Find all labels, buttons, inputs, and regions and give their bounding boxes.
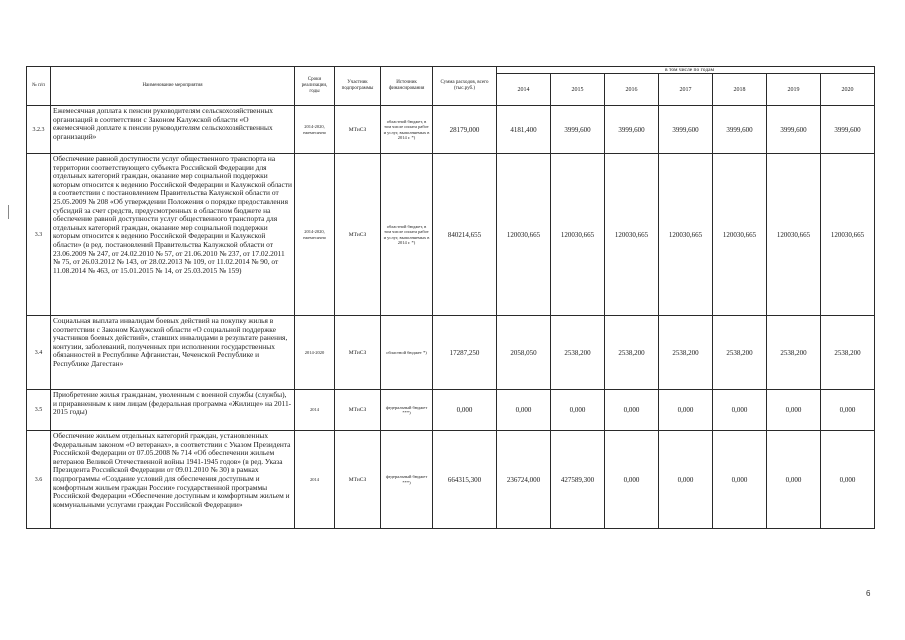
table-row: [27, 390, 875, 431]
row-name: Приобретение жилья гражданам, уволенным с военной службы (службы), и приравненным к ним лицам (федеральная программа «Жилище» на 2011-2015 годы): [51, 390, 295, 431]
row-participant: МТиСЗ: [335, 316, 381, 390]
row-name: Социальная выплата инвалидам боевых действий на покупку жилья в соответствии с Законом Калужской области «О социальной поддержке участников боевых действий», ставших инвалидами в результате ранения, контузии, заболеваний, полученных при исполнении государственных обязанностей в Республике Афганистан, Чеченской Республике и Республике Дагестан»: [51, 316, 295, 390]
row-year-value: 0,000: [821, 390, 875, 431]
row-year-value: 2538,200: [551, 316, 605, 390]
row-year-value: 0,000: [551, 390, 605, 431]
header-participant: Участник подпрограммы: [335, 67, 381, 106]
row-num: 3.6: [27, 431, 51, 529]
row-year-value: 3999,600: [713, 106, 767, 154]
row-num: 3.3: [27, 154, 51, 316]
header-year: 2018: [713, 74, 767, 106]
row-num: 3.5: [27, 390, 51, 431]
page-number: 6: [866, 589, 871, 598]
row-period: 2014-2020, ежемесячно: [295, 106, 335, 154]
row-year-value: 3999,600: [767, 106, 821, 154]
row-name: Обеспечение жильем отдельных категорий граждан, установленных Федеральным законом «О ветеранах», в соответствии с Указом Президента Российской Федерации от 07.05.2008 № 714 «Об обеспечении жильем ветеранов Великой Отечественной войны 1941-1945 годов» (в ред. Указа Президента Российской Федерации от 09.01.2010 № 30) в рамках подпрограммы «Создание условий для обеспечения доступным и комфортным жильем граждан России» государственной программы Российской Федерации «Обеспечение доступным и комфортным жильем и коммунальными услугами граждан Российской Федерации»: [51, 431, 295, 529]
row-num: 3.2.3: [27, 106, 51, 154]
row-name: Обеспечение равной доступности услуг общественного транспорта на территории соответствующего субъекта Российской Федерации для отдельных категорий граждан, оказание мер социальной поддержки которым относится к ведению Российской Федерации и Калужской области в соответствии с постановлением Правительства Калужской области от 25.05.2009 № 208 «Об утверждении Положения о порядке предоставления субсидий за счет средств, предусмотренных в областном бюджете на обеспечение равной доступности услуг общественного транспорта для отдельных категорий граждан, оказание мер социальной поддержки которым относится к ведению Российской Федерации и Калужской области» (в ред. постановлений Правительства Калужской области от 23.06.2009 № 247, от 24.02.2010 № 57, от 21.06.2010 № 237, от 17.02.2011 № 75, от 26.03.2012 № 143, от 28.02.2013 № 109, от 11.02.2014 № 90, от 11.08.2014 № 463, от 15.01.2015 № 14, от 25.03.2015 № 159): [51, 154, 295, 316]
row-year-value: 120030,665: [713, 154, 767, 316]
row-year-value: 4181,400: [497, 106, 551, 154]
header-year: 2015: [551, 74, 605, 106]
row-year-value: 2538,200: [821, 316, 875, 390]
header-total: Сумма расходов, всего (тыс.руб.): [433, 67, 497, 106]
scan-margin-mark: [8, 205, 9, 219]
row-year-value: 3999,600: [659, 106, 713, 154]
row-year-value: 120030,665: [767, 154, 821, 316]
row-participant: МТиСЗ: [335, 390, 381, 431]
row-year-value: 2538,200: [767, 316, 821, 390]
row-year-value: 2538,200: [713, 316, 767, 390]
row-period: 2014-2020: [295, 316, 335, 390]
header-year: 2016: [605, 74, 659, 106]
row-total: 17287,250: [433, 316, 497, 390]
row-name: Ежемесячная доплата к пенсии руководителям сельскохозяйственных организаций в соответствии с Законом Калужской области «О ежемесячной доплате к пенсии руководителям сельскохозяйственных организаций»: [51, 106, 295, 154]
table-row: [27, 154, 875, 316]
row-year-value: 2058,050: [497, 316, 551, 390]
header-year: 2017: [659, 74, 713, 106]
row-year-value: 3999,600: [605, 106, 659, 154]
row-total: 840214,655: [433, 154, 497, 316]
row-source: федеральный бюджет ***): [381, 390, 433, 431]
header-year: 2014: [497, 74, 551, 106]
row-year-value: 2538,200: [605, 316, 659, 390]
row-participant: МТиСЗ: [335, 106, 381, 154]
row-year-value: 0,000: [497, 390, 551, 431]
header-num: № п/п: [27, 67, 51, 106]
row-year-value: 0,000: [767, 431, 821, 529]
row-year-value: 0,000: [605, 431, 659, 529]
row-year-value: 120030,665: [497, 154, 551, 316]
row-source: областной бюджет *): [381, 316, 433, 390]
table-row: [27, 431, 875, 529]
row-year-value: 120030,665: [821, 154, 875, 316]
row-participant: МТиСЗ: [335, 431, 381, 529]
row-year-value: 0,000: [659, 431, 713, 529]
row-source: федеральный бюджет ***): [381, 431, 433, 529]
row-year-value: 120030,665: [551, 154, 605, 316]
row-participant: МТиСЗ: [335, 154, 381, 316]
row-year-value: 2538,200: [659, 316, 713, 390]
budget-table-sheet: [26, 66, 874, 529]
table-row: [27, 316, 875, 390]
header-by-years: в том числе по годам: [497, 67, 875, 74]
row-source: областной бюджет, в том числе оплата работ и услуг, выполняемых в 2014 г. *): [381, 154, 433, 316]
header-name: Наименование мероприятия: [51, 67, 295, 106]
row-year-value: 0,000: [767, 390, 821, 431]
row-year-value: 0,000: [659, 390, 713, 431]
row-period: 2014-2020, ежемесячно: [295, 154, 335, 316]
row-year-value: 120030,665: [605, 154, 659, 316]
header-period: Сроки реализации, годы: [295, 67, 335, 106]
row-total: 664315,300: [433, 431, 497, 529]
row-year-value: 0,000: [713, 431, 767, 529]
table-row: [27, 106, 875, 154]
row-year-value: 427589,300: [551, 431, 605, 529]
row-year-value: 0,000: [605, 390, 659, 431]
row-num: 3.4: [27, 316, 51, 390]
budget-table: [26, 66, 875, 529]
row-year-value: 0,000: [713, 390, 767, 431]
row-total: 0,000: [433, 390, 497, 431]
row-year-value: 0,000: [821, 431, 875, 529]
header-year: 2019: [767, 74, 821, 106]
header-source: Источник финансирования: [381, 67, 433, 106]
row-total: 28179,000: [433, 106, 497, 154]
row-year-value: 3999,600: [821, 106, 875, 154]
row-source: областной бюджет, в том числе оплата работ и услуг, выполняемых в 2014 г. *): [381, 106, 433, 154]
row-year-value: 3999,600: [551, 106, 605, 154]
header-year: 2020: [821, 74, 875, 106]
row-year-value: 120030,665: [659, 154, 713, 316]
row-period: 2014: [295, 390, 335, 431]
row-year-value: 236724,000: [497, 431, 551, 529]
row-period: 2014: [295, 431, 335, 529]
